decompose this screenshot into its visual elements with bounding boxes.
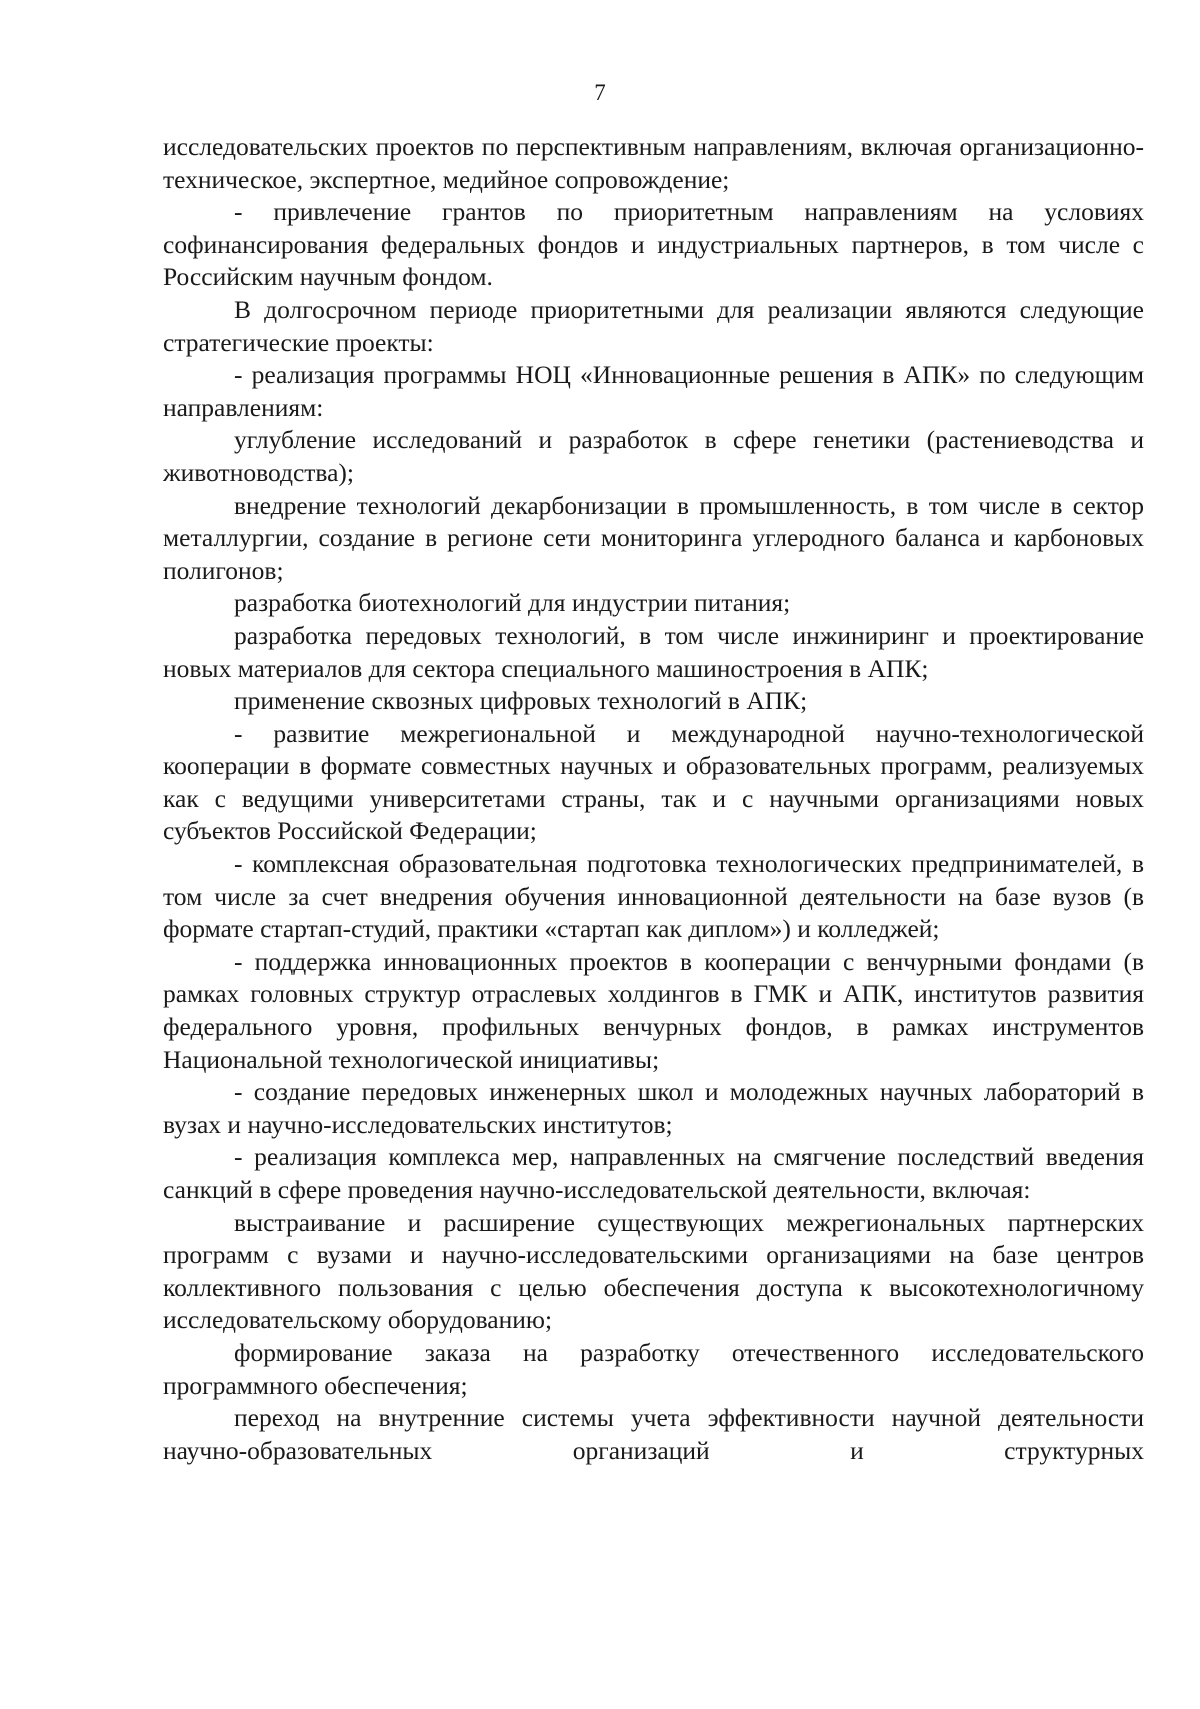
paragraph-entrepreneurs: - комплексная образовательная подготовка технологических предпринимателей, в том числе за счет внедрения обучения инновационной деятельности на базе вузов (в формате стартап-студий, практики «стартап как диплом») и колледжей; bbox=[163, 849, 1144, 944]
paragraph-advanced-tech: разработка передовых технологий, в том числе инжиниринг и проектирование новых материалов для сектора специального машиностроения в АПК; bbox=[163, 620, 1144, 683]
paragraph-efficiency-systems: переход на внутренние системы учета эффективности научной деятельности научно-образовательных организаций и структурных bbox=[163, 1403, 1144, 1465]
paragraph-digital-tech: применение сквозных цифровых технологий в АПК; bbox=[234, 686, 808, 716]
paragraph-biotech: разработка биотехнологий для индустрии питания; bbox=[234, 588, 791, 618]
paragraph-partnership-programs: выстраивание и расширение существующих межрегиональных партнерских программ с вузами и научно-исследовательскими организациями на базе центров коллективного пользования с целью обеспечения доступа к высокотехнологичному исследовательскому оборудованию; bbox=[163, 1207, 1144, 1335]
paragraph-noc-program: - реализация программы НОЦ «Инновационные решения в АПК» по следующим направлениям: bbox=[163, 360, 1144, 422]
paragraph-decarbonization: внедрение технологий декарбонизации в промышленность, в том числе в сектор металлургии, создание в регионе сети мониторинга углеродного баланса и карбоновых полигонов; bbox=[163, 490, 1144, 585]
paragraph-venture-support: - поддержка инновационных проектов в кооперации с венчурными фондами (в рамках головных структур отраслевых холдингов в ГМК и АПК, институтов развития федерального уровня, профильных венчурных фондов, в рамках инструментов Национальной технологической инициативы; bbox=[163, 946, 1144, 1074]
paragraph-genetics: углубление исследований и разработок в сфере генетики (растениеводства и животноводства); bbox=[163, 425, 1144, 487]
paragraph-software-order: формирование заказа на разработку отечественного исследовательского программного обеспечения; bbox=[163, 1337, 1144, 1400]
paragraph-continuation: исследовательских проектов по перспективным направлениям, включая организационно-техническое, экспертное, медийное сопровождение; bbox=[163, 132, 1144, 194]
page-number: 7 bbox=[594, 80, 606, 105]
document-body bbox=[163, 131, 1144, 1467]
paragraph-long-term-intro: В долгосрочном периоде приоритетными для реализации являются следующие стратегические проекты: bbox=[163, 294, 1144, 357]
paragraph-grants: - привлечение грантов по приоритетным направлениям на условиях софинансирования федеральных фондов и индустриальных партнеров, в том числе с Российским научным фондом. bbox=[163, 197, 1144, 292]
paragraph-engineering-schools: - создание передовых инженерных школ и молодежных научных лабораторий в вузах и научно-исследовательских институтов; bbox=[163, 1077, 1144, 1139]
paragraph-sanctions: - реализация комплекса мер, направленных на смягчение последствий введения санкций в сфере проведения научно-исследовательской деятельности, включая: bbox=[163, 1142, 1144, 1204]
paragraph-cooperation: - развитие межрегиональной и международной научно-технологической кооперации в формате совместных научных и образовательных программ, реализуемых как с ведущими университетами страны, так и с научными организациями новых субъектов Российской Федерации; bbox=[163, 718, 1144, 846]
